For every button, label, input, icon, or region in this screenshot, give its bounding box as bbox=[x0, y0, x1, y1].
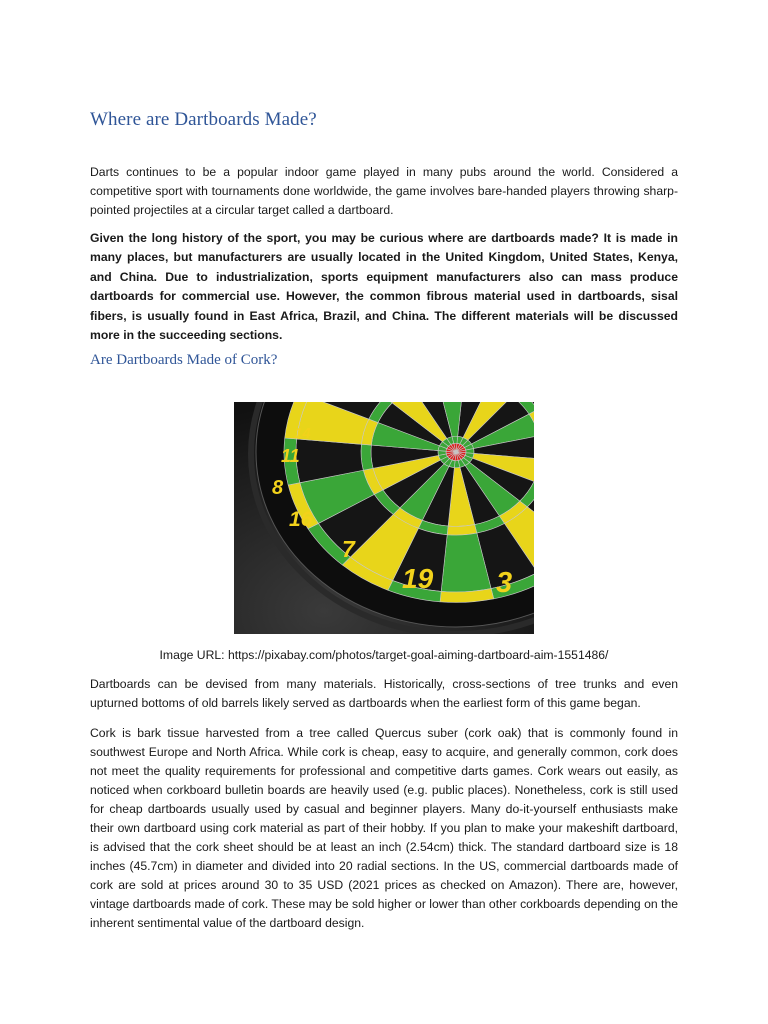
board-number-3: 3 bbox=[496, 567, 513, 599]
dartboard-segment bbox=[447, 525, 477, 536]
image-caption: Image URL: https://pixabay.com/photos/target-goal-aiming-dartboard-aim-1551486/ bbox=[159, 648, 609, 662]
board-number-16: 16 bbox=[289, 508, 313, 531]
origin-paragraph: Given the long history of the sport, you may be curious where are dartboards made? It is made in many places, but manufacturers are usually located in the United Kingdom, United States, Kenya, and China. Due to industrialization, sports equipment manufacturers also can mass produce dartboards for commercial use. However, the common fibrous material used in dartboards, sisal fibers, is usually found in East Africa, Brazil, and China. The different materials will be discussed more in the succeeding sections. bbox=[90, 231, 678, 343]
board-number-19: 19 bbox=[402, 563, 434, 594]
page-title: Where are Dartboards Made? bbox=[90, 109, 317, 130]
materials-paragraph: Dartboards can be devised from many materials. Historically, cross-sections of tree trunks and even upturned bottoms of old barrels likely served as dartboards when the earliest form of this game began. bbox=[90, 677, 678, 710]
cork-paragraph: Cork is bark tissue harvested from a tree called Quercus suber (cork oak) that is commonly found in southwest Europe and North Africa. While cork is cheap, easy to acquire, and generally common, cork does not meet the quality requirements for professional and competitive darts games. Cork wears out easily, as noticed when corkboard bulletin boards are heavily used (e.g. public places). Nonetheless, cork is still used for cheap dartboards usually used by casual and beginner players. Many do-it-yourself enthusiasts make their own dartboard using cork material as part of their hobby. If you plan to make your makeshift dartboard, is advised that the cork sheet should be at least an inch (2.54cm) thick. The standard dartboard size is 18 inches (45.7cm) in diameter and divided into 20 radial sections. In the US, commercial dartboards made of cork are sold at prices around 30 to 35 USD (2021 prices as checked on Amazon). There are, however, vintage dartboards made of cork. These may be sold higher or lower than other corkboards depending on the inherent sentimental value of the dartboard design. bbox=[90, 726, 678, 930]
dartboard-photo bbox=[234, 402, 534, 634]
board-number-8: 8 bbox=[272, 477, 284, 499]
section-heading: Are Dartboards Made of Cork? bbox=[90, 352, 278, 368]
dartboard-segment bbox=[361, 444, 373, 470]
board-number-11: 11 bbox=[281, 446, 300, 466]
board-number-14: 14 bbox=[294, 425, 311, 442]
board-number-7: 7 bbox=[342, 536, 355, 562]
intro-paragraph: Darts continues to be a popular indoor game played in many pubs around the world. Considered a competitive sport with tournaments done worldwide, the game involves bare-handed players throwing sharp-pointed projectiles at a circular target called a dartboard. bbox=[90, 165, 678, 217]
